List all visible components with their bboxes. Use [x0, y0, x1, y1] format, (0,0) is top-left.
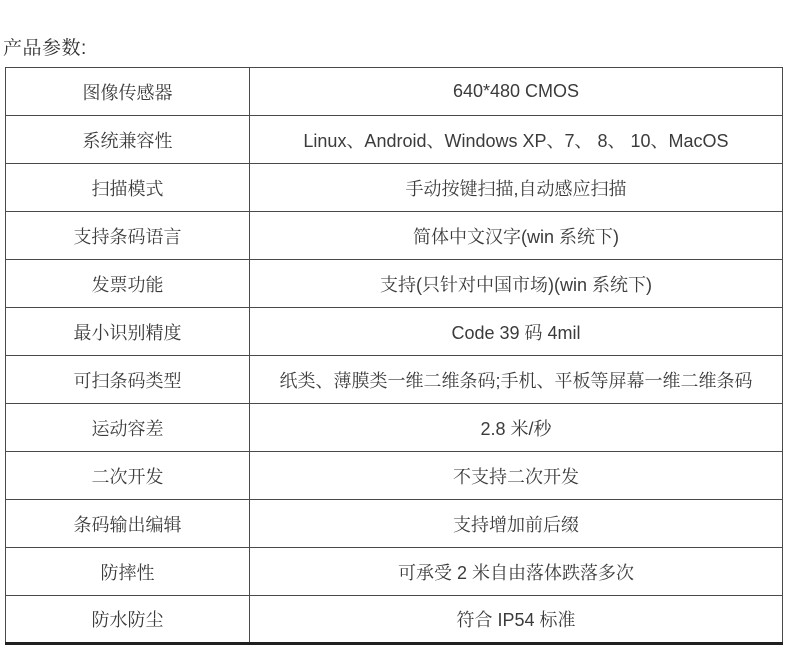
spec-label-cell: 最小识别精度: [6, 308, 250, 356]
spec-label-cell: 支持条码语言: [6, 212, 250, 260]
spec-row: [6, 308, 783, 356]
spec-row: [6, 404, 783, 452]
product-spec-table: [5, 67, 783, 645]
spec-row: [6, 68, 783, 116]
spec-value-cell: 简体中文汉字(win 系统下): [250, 212, 783, 260]
spec-row: [6, 596, 783, 644]
spec-label-cell: 系统兼容性: [6, 116, 250, 164]
spec-label-cell: 发票功能: [6, 260, 250, 308]
spec-label-cell: 可扫条码类型: [6, 356, 250, 404]
spec-value-cell: Linux、Android、Windows XP、7、 8、 10、MacOS: [250, 116, 783, 164]
spec-value-cell: 支持(只针对中国市场)(win 系统下): [250, 260, 783, 308]
spec-row: [6, 500, 783, 548]
spec-value-cell: 640*480 CMOS: [250, 68, 783, 116]
spec-value-cell: 符合 IP54 标准: [250, 596, 783, 644]
spec-table-body: [6, 68, 783, 644]
spec-row: [6, 212, 783, 260]
spec-value-cell: 不支持二次开发: [250, 452, 783, 500]
spec-row: [6, 260, 783, 308]
spec-row: [6, 548, 783, 596]
spec-row: [6, 356, 783, 404]
spec-value-cell: 2.8 米/秒: [250, 404, 783, 452]
spec-value-cell: Code 39 码 4mil: [250, 308, 783, 356]
spec-row: [6, 452, 783, 500]
spec-value-cell: 纸类、薄膜类一维二维条码;手机、平板等屏幕一维二维条码: [250, 356, 783, 404]
spec-label-cell: 防水防尘: [6, 596, 250, 644]
spec-label-cell: 防摔性: [6, 548, 250, 596]
spec-label-cell: 二次开发: [6, 452, 250, 500]
spec-label-cell: 条码输出编辑: [6, 500, 250, 548]
page-title: 产品参数:: [3, 38, 87, 59]
spec-row: [6, 116, 783, 164]
spec-label-cell: 运动容差: [6, 404, 250, 452]
spec-label-cell: 图像传感器: [6, 68, 250, 116]
spec-label-cell: 扫描模式: [6, 164, 250, 212]
spec-value-cell: 手动按键扫描,自动感应扫描: [250, 164, 783, 212]
spec-value-cell: 可承受 2 米自由落体跌落多次: [250, 548, 783, 596]
spec-value-cell: 支持增加前后缀: [250, 500, 783, 548]
spec-row: [6, 164, 783, 212]
